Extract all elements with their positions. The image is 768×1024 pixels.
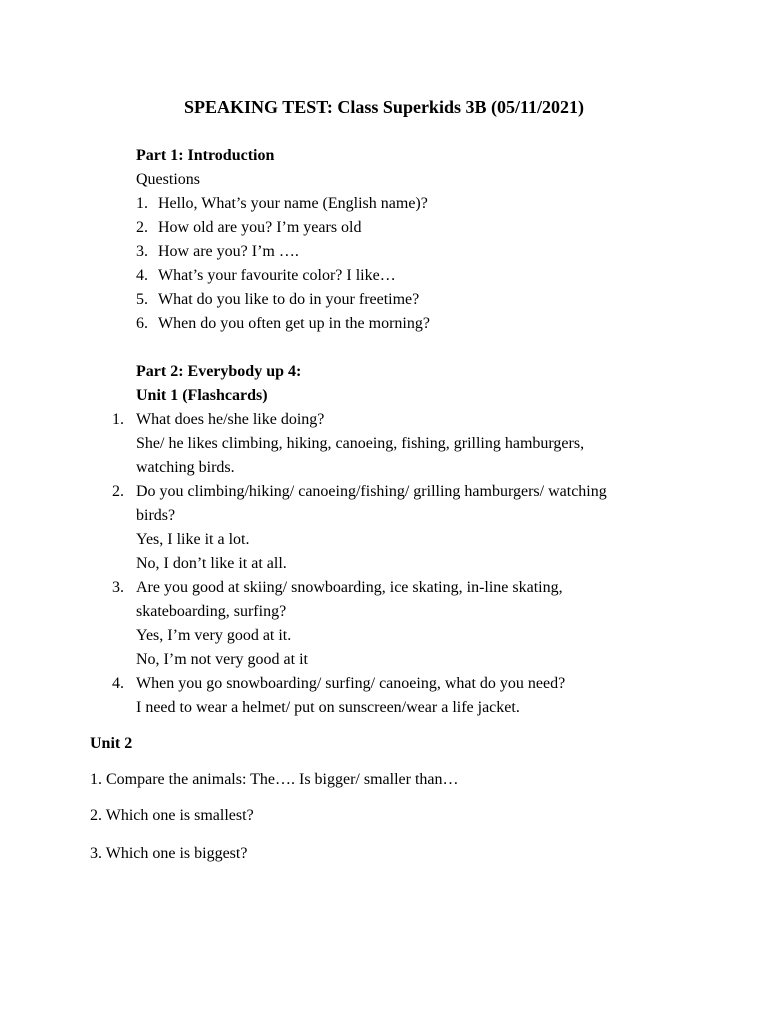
unit1-list xyxy=(112,408,607,720)
unit1-heading: Unit 1 (Flashcards) xyxy=(136,387,268,404)
unit2-item: 3. Which one is biggest? xyxy=(90,845,248,862)
part1-heading: Part 1: Introduction xyxy=(136,147,275,164)
part1-question: 5. What do you like to do in your freetime? xyxy=(136,291,420,308)
part1-question: 3. How are you? I’m …. xyxy=(136,243,299,260)
part1-subheading: Questions xyxy=(136,171,200,188)
unit1-item: 4. When you go snowboarding/ surfing/ canoeing, what do you need? I need to wear a helmet/ put on sunscreen/wear a life jacket. xyxy=(112,675,566,716)
part1-question: 4. What’s your favourite color? I like… xyxy=(136,267,396,284)
unit2-heading: Unit 2 xyxy=(90,735,133,752)
part1-section xyxy=(136,144,430,336)
part2-headings xyxy=(136,360,301,408)
unit1-item: 1. What does he/she like doing? She/ he likes climbing, hiking, canoeing, fishing, grilling hamburgers, watching birds. xyxy=(112,411,585,476)
unit1-item: 3. Are you good at skiing/ snowboarding, ice skating, in-line skating, skateboarding, surfing? Yes, I’m very good at it. No, I’m not very good at it xyxy=(112,579,563,668)
unit2-item: 2. Which one is smallest? xyxy=(90,807,254,824)
part1-question: 6. When do you often get up in the morning? xyxy=(136,315,430,332)
part2-heading: Part 2: Everybody up 4: xyxy=(136,363,302,380)
unit1-item: 2. Do you climbing/hiking/ canoeing/fishing/ grilling hamburgers/ watching birds? Yes, I like it a lot. No, I don’t like it at all. xyxy=(112,483,607,572)
part1-question: 1. Hello, What’s your name (English name)? xyxy=(136,195,428,212)
unit2-item: 1. Compare the animals: The…. Is bigger/ smaller than… xyxy=(90,771,459,788)
part1-question: 2. How old are you? I’m years old xyxy=(136,219,362,236)
page-title: SPEAKING TEST: Class Superkids 3B (05/11/2021) xyxy=(184,97,584,117)
